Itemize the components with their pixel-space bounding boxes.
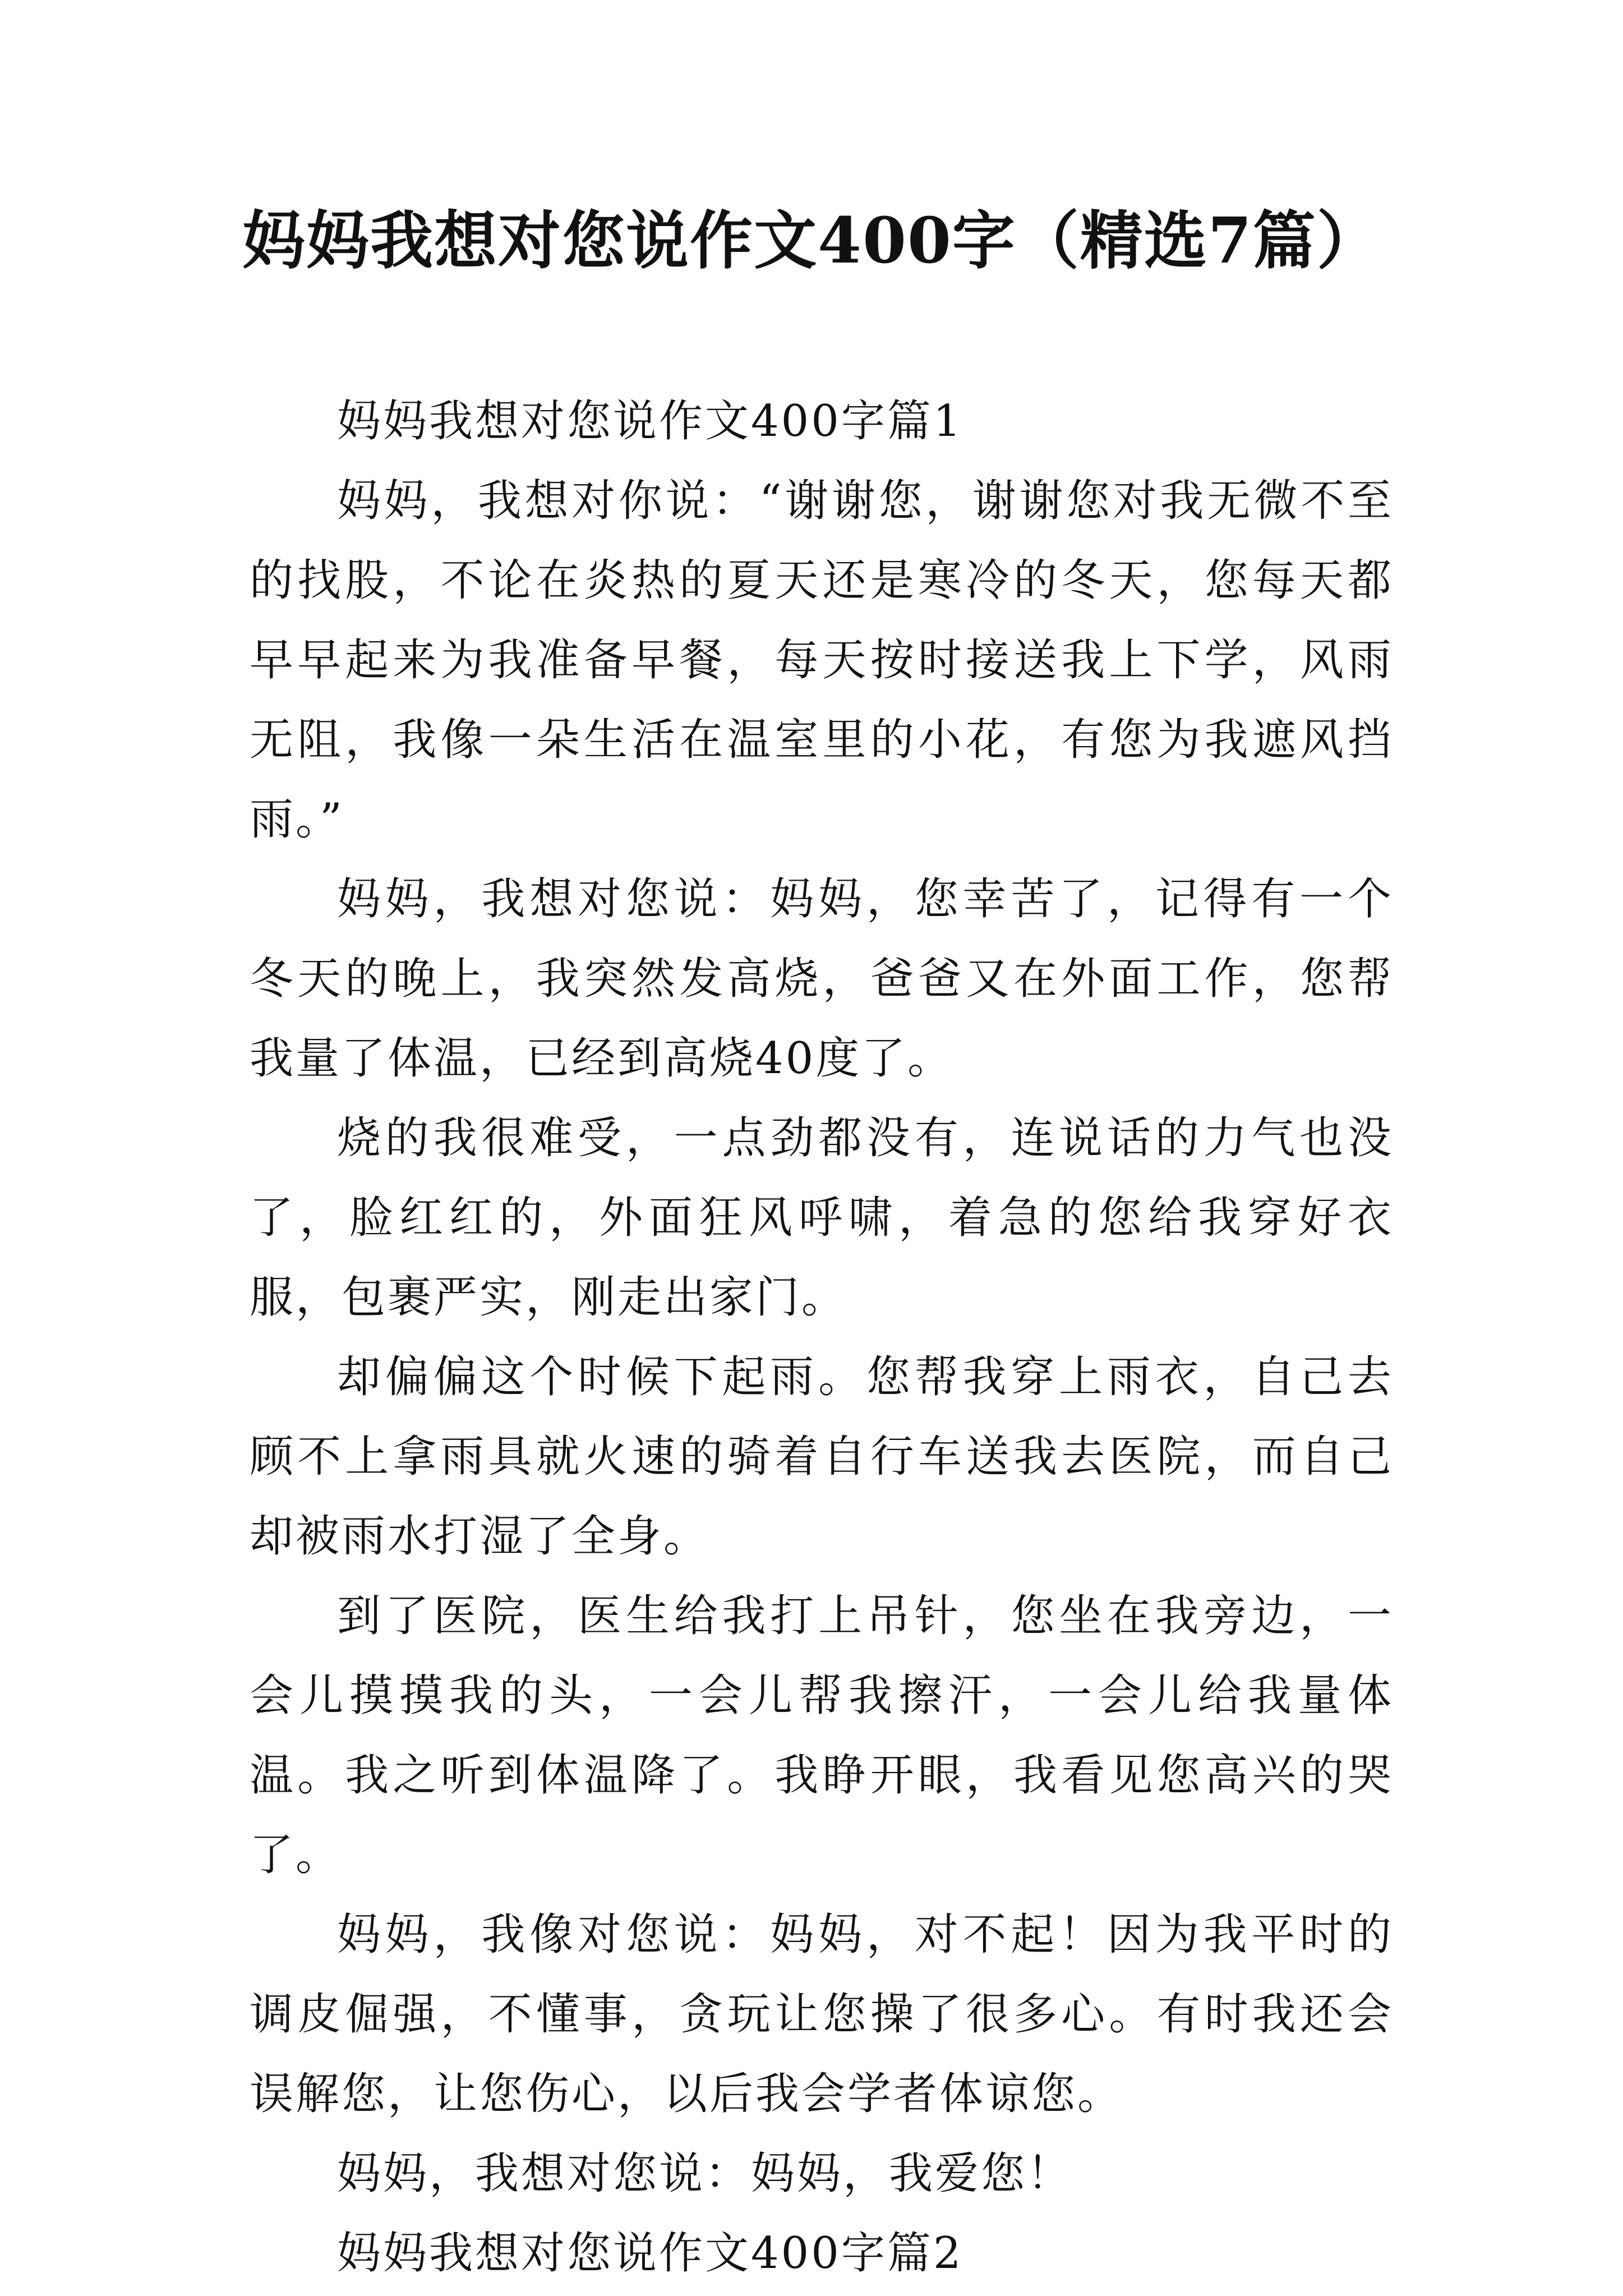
document-title: 妈妈我想对您说作文400字（精选7篇） (242, 204, 1381, 278)
paragraph: 烧的我很难受，一点劲都没有，连说话的力气也没了，脸红红的，外面狂风呼啸，着急的您给我穿好衣服，包裹严实，刚走出家门。 (250, 1113, 1394, 1323)
paragraph: 到了医院，医生给我打上吊针，您坐在我旁边，一会儿摸摸我的头，一会儿帮我擦汗，一会儿给我量体温。我之听到体温降了。我睁开眼，我看见您高兴的哭了。 (250, 1591, 1394, 1880)
document-body (250, 381, 1394, 2293)
paragraph: 妈妈，我想对您说：妈妈，我爱您！ (337, 2148, 1073, 2199)
section-heading-1: 妈妈我想对您说作文400字篇1 (337, 396, 963, 447)
paragraph: 却偏偏这个时候下起雨。您帮我穿上雨衣，自己去顾不上拿雨具就火速的骑着自行车送我去医院，而自己却被雨水打湿了全身。 (250, 1352, 1394, 1562)
paragraph: 妈妈，我想对你说：“谢谢您，谢谢您对我无微不至的找股，不论在炎热的夏天还是寒冷的冬天，您每天都早早起来为我准备早餐，每天按时接送我上下学，风雨无阻，我像一朵生活在温室里的小花，有您为我遮风挡雨。” (250, 476, 1394, 845)
paragraph: 妈妈，我想对您说：妈妈，您幸苦了，记得有一个冬天的晚上，我突然发高烧，爸爸又在外面工作，您帮我量了体温，已经到高烧40度了。 (250, 874, 1394, 1084)
paragraph: 妈妈，我像对您说：妈妈，对不起！因为我平时的调皮倔强，不懂事，贪玩让您操了很多心。有时我还会误解您，让您伤心，以后我会学者体谅您。 (250, 1910, 1394, 2119)
section-heading-2: 妈妈我想对您说作文400字篇2 (337, 2228, 963, 2279)
